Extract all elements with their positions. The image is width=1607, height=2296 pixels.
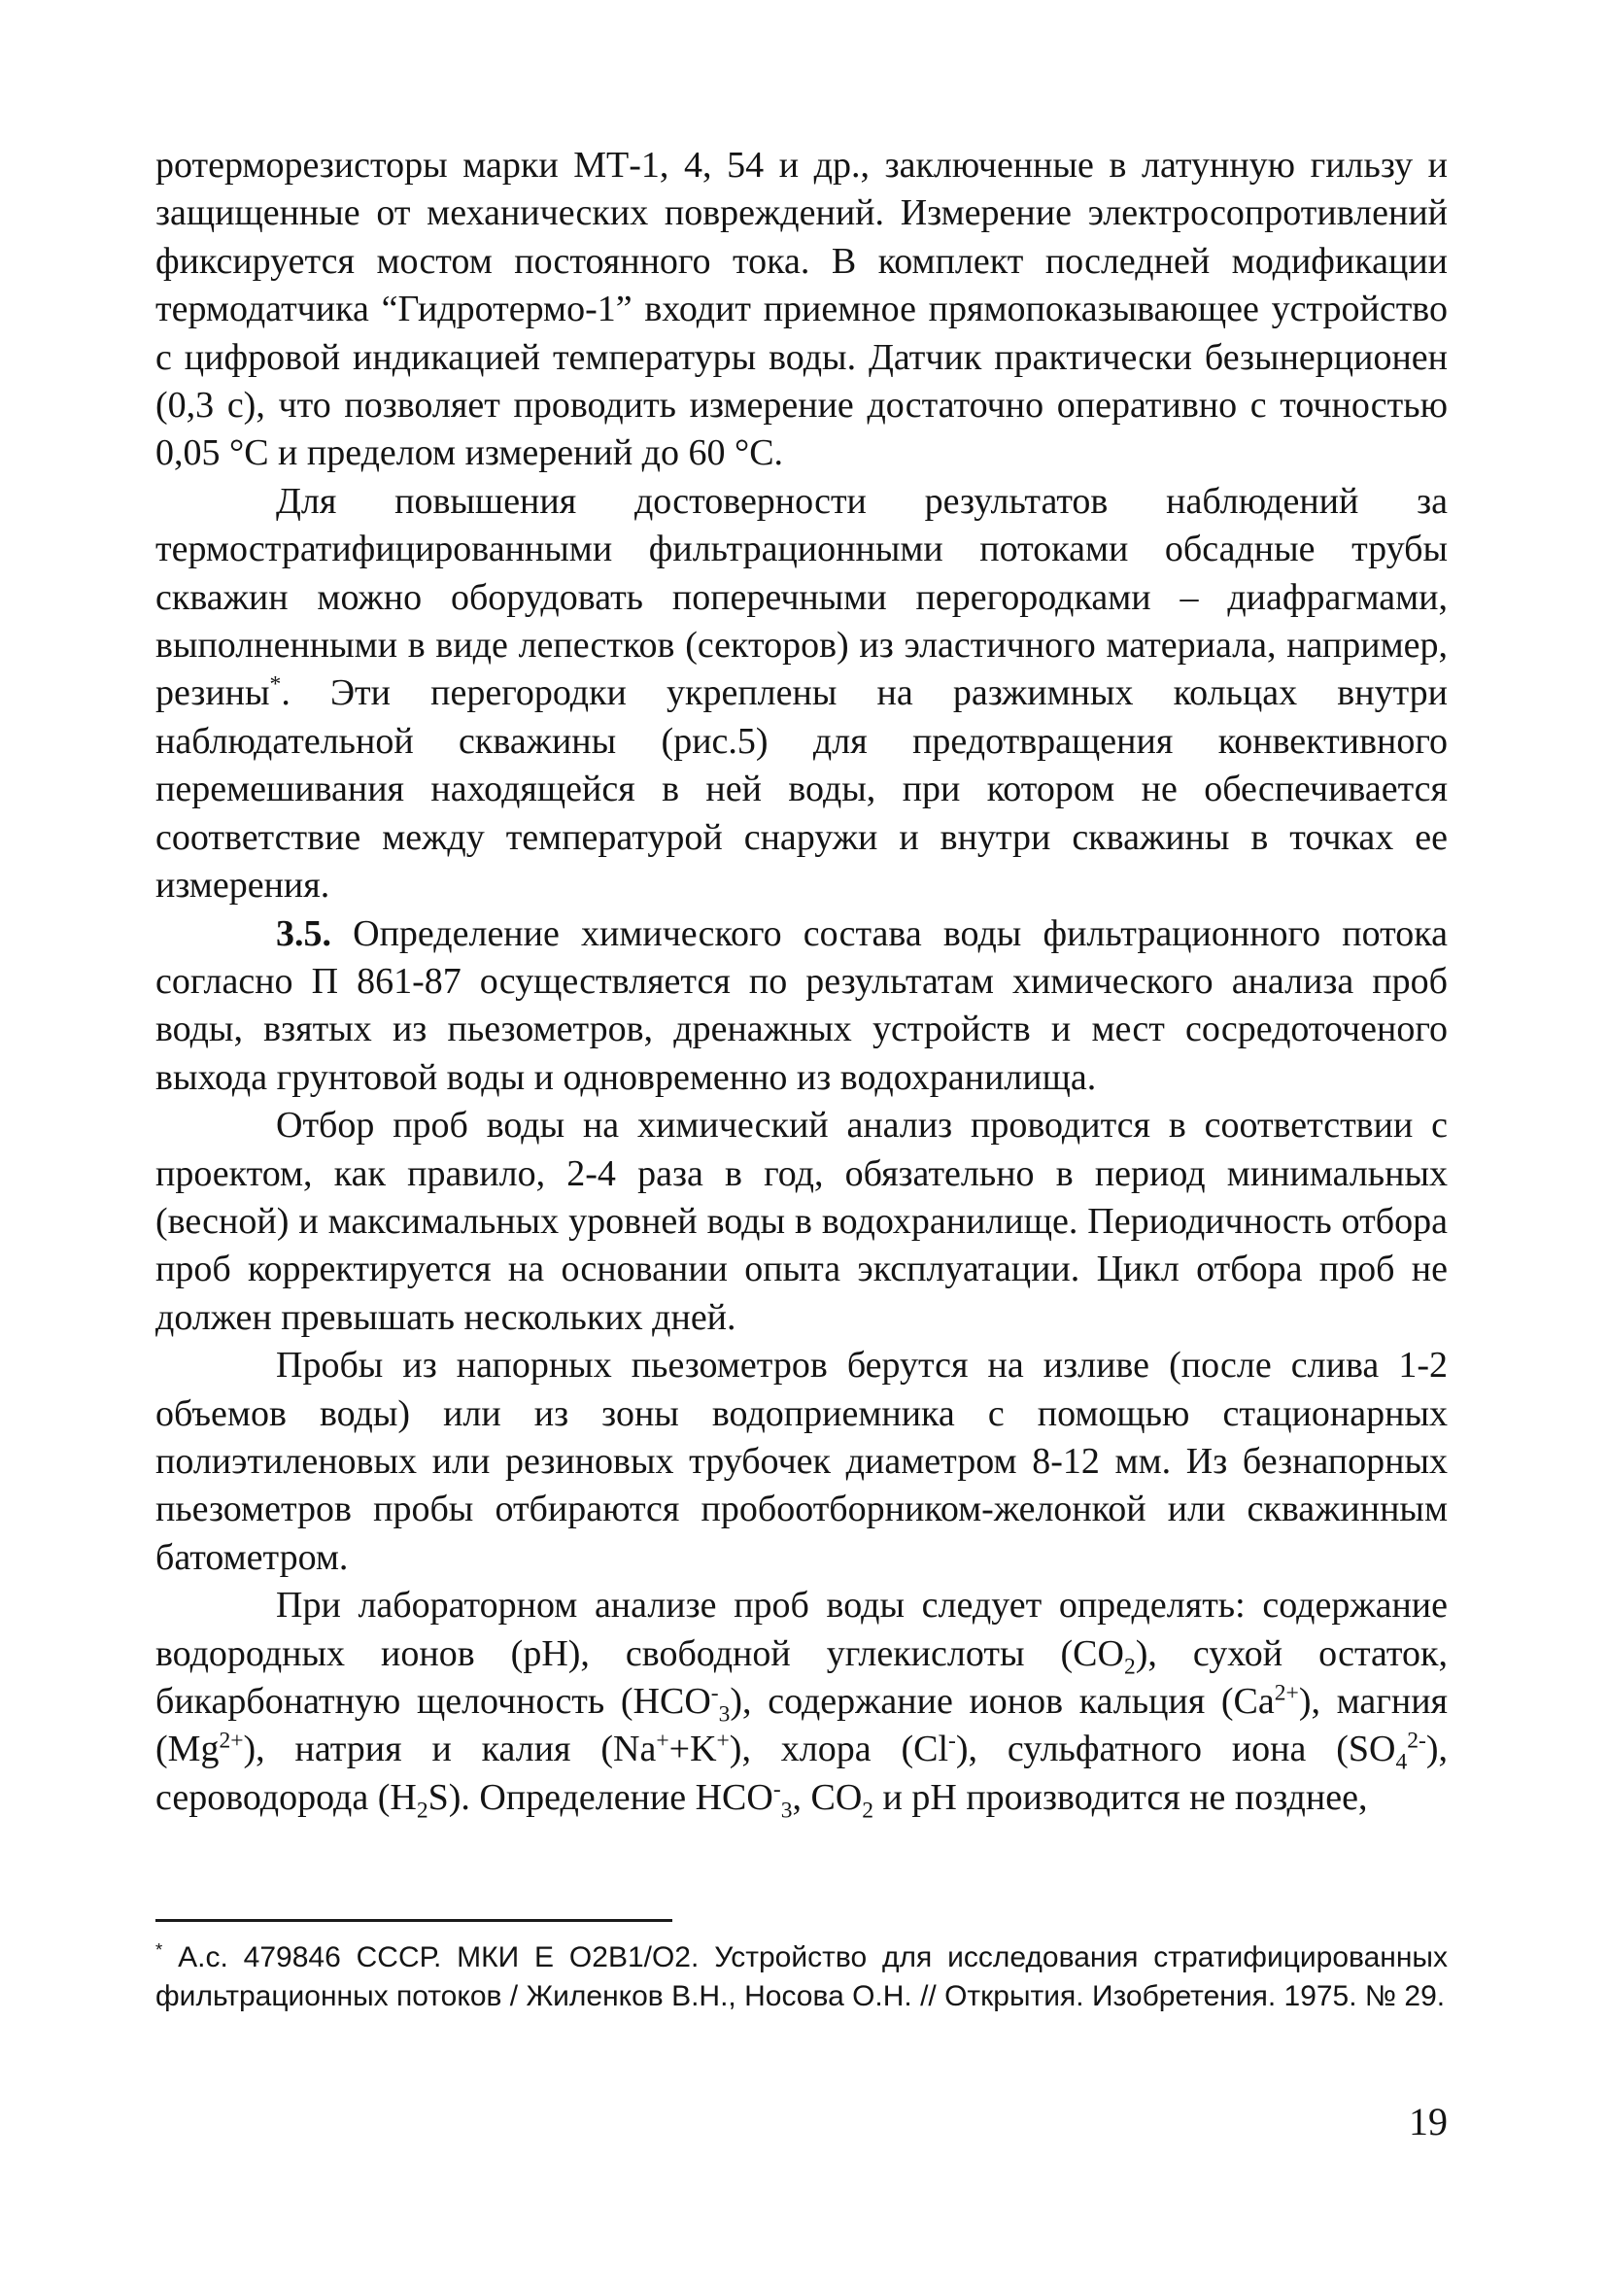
- section-number: 3.5.: [276, 912, 331, 954]
- footnote-body: А.с. 479846 СССР. МКИ Е О2В1/О2. Устройство для исследования стратифицированных фильтрационных потоков / Жиленков В.Н., Носова О.Н. // Открытия. Изобретения. 1975. № 29.: [155, 1941, 1448, 2012]
- paragraph-text: . Эти перегородки укреплены на разжимных кольцах внутри наблюдательной скважины (рис.5) для предотвращения конвективного перемешивания находящейся в ней воды, при котором не обеспечивается соответствие между температурой снаружи и внутри скважины в точках ее измерения.: [155, 672, 1448, 907]
- footnote: [155, 1938, 1448, 2016]
- subscript: 3: [718, 1701, 731, 1728]
- superscript: +: [656, 1728, 669, 1754]
- paragraph-lab-analysis: [155, 1582, 1448, 1822]
- superscript: -: [772, 1776, 781, 1802]
- footnote-divider: [155, 1919, 672, 1922]
- text-run: ), сероводорода (H: [155, 1729, 1449, 1818]
- subscript: 3: [780, 1798, 793, 1824]
- subscript: 2: [862, 1798, 874, 1824]
- subscript: 4: [1395, 1750, 1408, 1775]
- text-run: и pH производится не позднее,: [873, 1776, 1368, 1818]
- footnote-reference: *: [269, 671, 282, 698]
- text-run: ), сухой остаток, бикарбонатную щелочность (HCO: [155, 1632, 1448, 1722]
- text-run: ), содержание ионов кальция (Ca: [730, 1681, 1275, 1722]
- paragraph-text: Отбор проб воды на химический анализ проводится в соответствии с проектом, как правило, 2-4 раза в год, обязательно в период минимальных (весной) и максимальных уровней воды в водохранилище. Периодичность отбора проб корректируется на основании опыта эксплуатации. Цикл отбора проб не должен превышать нескольких дней.: [155, 1105, 1448, 1338]
- paragraph-piezometer-samples: [155, 1342, 1448, 1582]
- footnote-text: [155, 1938, 1448, 2016]
- text-run: S). Определение HCO: [427, 1776, 773, 1818]
- paragraph-diaphragms: [155, 478, 1448, 910]
- superscript: +: [716, 1728, 730, 1754]
- superscript: -: [948, 1728, 956, 1754]
- paragraph-text: Для повышения достоверности результатов наблюдений за термостратифицированными фильтрационными потоками обсадные трубы скважин можно оборудовать поперечными перегородками – диафрагмами, выполненными в виде лепестков (секторов) из эластичного материала, например, резины: [155, 480, 1448, 714]
- paragraph-sampling-schedule: [155, 1102, 1448, 1342]
- superscript: -: [710, 1680, 719, 1706]
- text-run: При лабораторном анализе проб воды следует определять: содержание водородных ионов (pH), свободной углекислоты (CO: [155, 1585, 1448, 1674]
- superscript: 2+: [1274, 1680, 1299, 1706]
- paragraph-text: ротерморезисторы марки МТ-1, 4, 54 и др., заключенные в латунную гильзу и защищенные от механических повреждений. Измерение электросопротивлений фиксируется мостом постоянного тока. В комплект последней модификации термодатчика “Гидротермо-1” входит приемное прямопоказывающее устройство с цифровой индикацией температуры воды. Датчик практически безынерционен (0,3 с), что позволяет проводить измерение достаточно оперативно с точностью 0,05 °С и пределом измерений до 60 °С.: [155, 145, 1448, 474]
- superscript: 2+: [219, 1728, 244, 1754]
- paragraph-text: Определение химического состава воды фильтрационного потока согласно П 861-87 осуществляется по результатам химического анализа проб воды, взятых из пьезометров, дренажных устройств и мест сосредоточеного выхода грунтовой воды и одновременно из водохранилища.: [155, 912, 1448, 1098]
- text-run: ), хлора (Cl: [729, 1729, 949, 1770]
- subscript: 2: [1123, 1654, 1136, 1680]
- footnote-marker: *: [155, 1939, 163, 1960]
- paragraph-section-3-5: [155, 910, 1448, 1103]
- body-text: [155, 142, 1448, 1822]
- text-run: ), сульфатного иона (SO: [955, 1729, 1396, 1770]
- text-run: , CO: [792, 1776, 863, 1818]
- paragraph-text: Пробы из напорных пьезометров берутся на изливе (после слива 1-2 объемов воды) или из зоны водоприемника с помощью стационарных полиэтиленовых или резиновых трубочек диаметром 8-12 мм. Из безнапорных пьезометров пробы отбираются пробоотборником-желонкой или скважинным батометром.: [155, 1345, 1448, 1578]
- superscript: 2-: [1407, 1728, 1426, 1754]
- paragraph-thermoresistors: [155, 142, 1448, 478]
- text-run: +K: [668, 1729, 717, 1770]
- text-run: ), натрия и калия (Na: [243, 1729, 657, 1770]
- page-number: 19: [1409, 2100, 1448, 2143]
- text-run: ), магния (Mg: [155, 1681, 1449, 1770]
- subscript: 2: [416, 1798, 428, 1824]
